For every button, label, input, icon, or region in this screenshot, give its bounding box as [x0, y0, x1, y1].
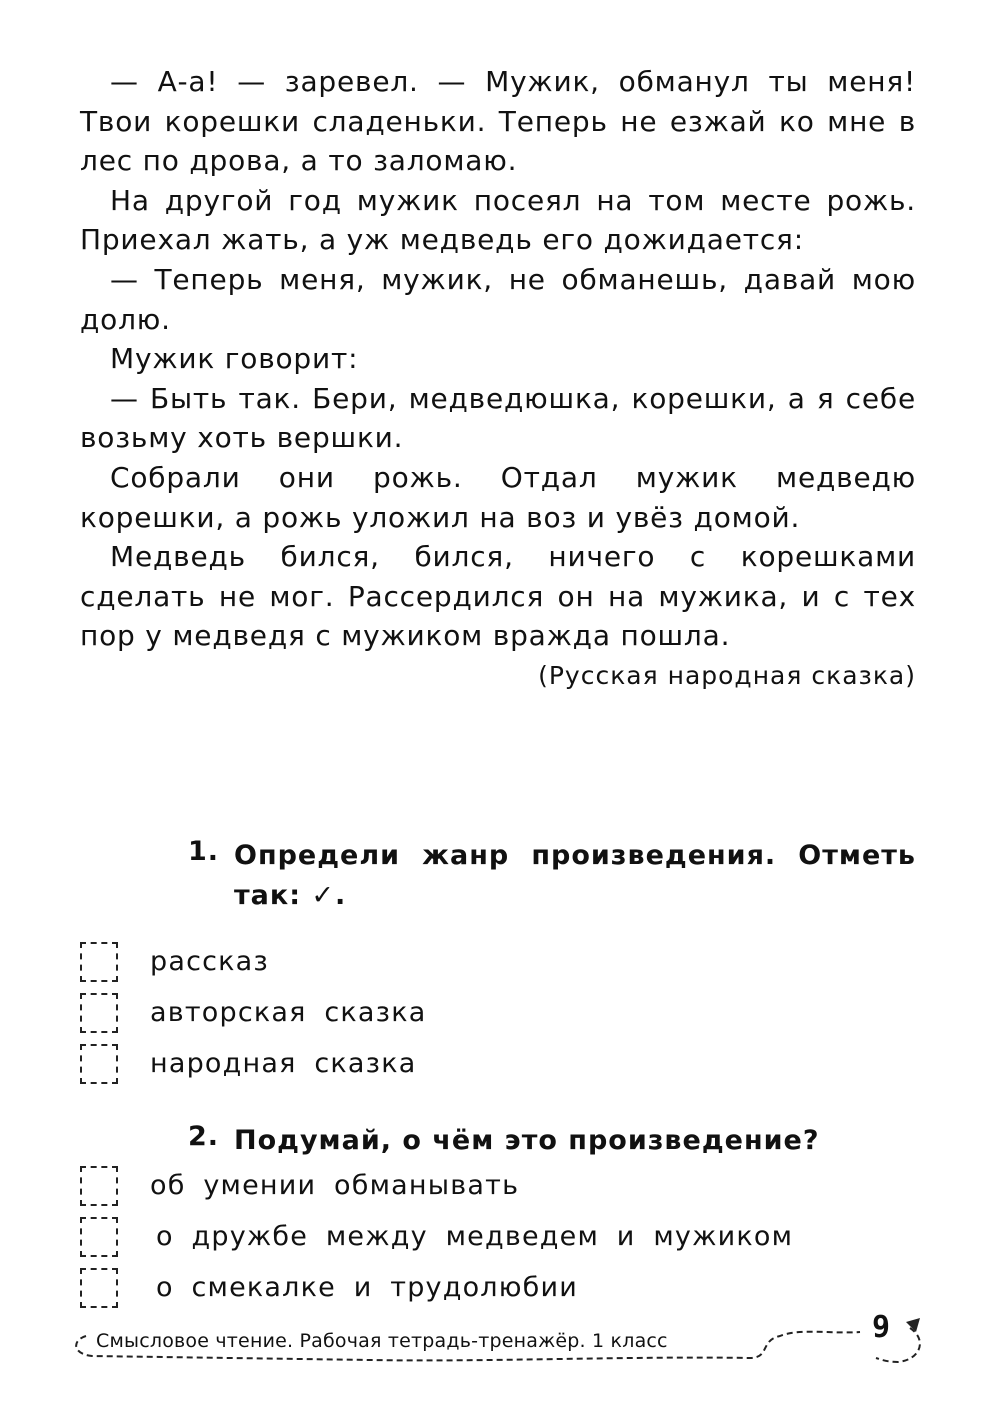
story-source: (Русская народная сказка) — [538, 660, 916, 690]
story-text — [80, 62, 916, 696]
checkmark-icon: ✓ — [311, 880, 336, 911]
task-instruction — [234, 836, 916, 916]
option-folk-tale[interactable] — [80, 1044, 900, 1092]
answer-checkbox[interactable] — [80, 993, 118, 1033]
option-author-tale[interactable] — [80, 993, 900, 1041]
option-label: рассказ — [150, 946, 269, 977]
story-paragraph: — Теперь меня, мужик, не обманешь, давай мою долю. — [80, 262, 916, 336]
option-label: об умении обманывать — [150, 1170, 520, 1201]
story-paragraph: Собрали они рожь. Отдал мужик медведю корешки, а рожь уложил на воз и увёз домой. — [80, 460, 916, 534]
option-label: народная сказка — [150, 1048, 417, 1079]
task-1 — [188, 836, 918, 926]
task-instruction-line: Определи жанр произведения. Отметь — [234, 840, 916, 871]
story-paragraph: — Быть так. Бери, медведюшка, корешки, а я себе возьму хоть вершки. — [80, 381, 916, 455]
option-label: авторская сказка — [150, 997, 427, 1028]
footer-title: Смысловое чтение. Рабочая тетрадь-тренажёр. 1 класс — [96, 1330, 668, 1352]
task-2 — [188, 1121, 918, 1165]
story-paragraph: Мужик говорит: — [110, 342, 359, 376]
answer-checkbox[interactable] — [80, 1166, 118, 1206]
page-number: 9 — [872, 1310, 891, 1345]
answer-checkbox[interactable] — [80, 1217, 118, 1257]
option-story[interactable] — [80, 942, 900, 990]
task-instruction-line: так: — [234, 880, 301, 911]
option-label: о дружбе между медведем и мужиком — [156, 1221, 794, 1252]
answer-checkbox[interactable] — [80, 942, 118, 982]
task-instruction: Подумай, о чём это произведение? — [234, 1125, 820, 1156]
page-footer — [70, 1300, 930, 1370]
story-paragraph: — А-а! — заревел. — Мужик, обманул ты меня! Твои корешки сладеньки. Теперь не езжай ко мне в лес по дрова, а то заломаю. — [80, 65, 916, 178]
task-instruction-end: . — [335, 880, 347, 911]
option-deception[interactable] — [80, 1166, 900, 1214]
task-number: 1. — [188, 836, 220, 867]
option-friendship[interactable] — [80, 1217, 900, 1265]
answer-checkbox[interactable] — [80, 1044, 118, 1084]
option-label: о смекалке и трудолюбии — [156, 1272, 579, 1303]
story-paragraph: На другой год мужик посеял на том месте рожь. Приехал жать, а уж медведь его дожидается: — [80, 183, 916, 257]
story-paragraph: Медведь бился, бился, ничего с корешками сделать не мог. Рассердился он на мужика, и с тех пор у медведя с мужиком вражда пошла. — [80, 540, 916, 653]
task-number: 2. — [188, 1121, 220, 1152]
